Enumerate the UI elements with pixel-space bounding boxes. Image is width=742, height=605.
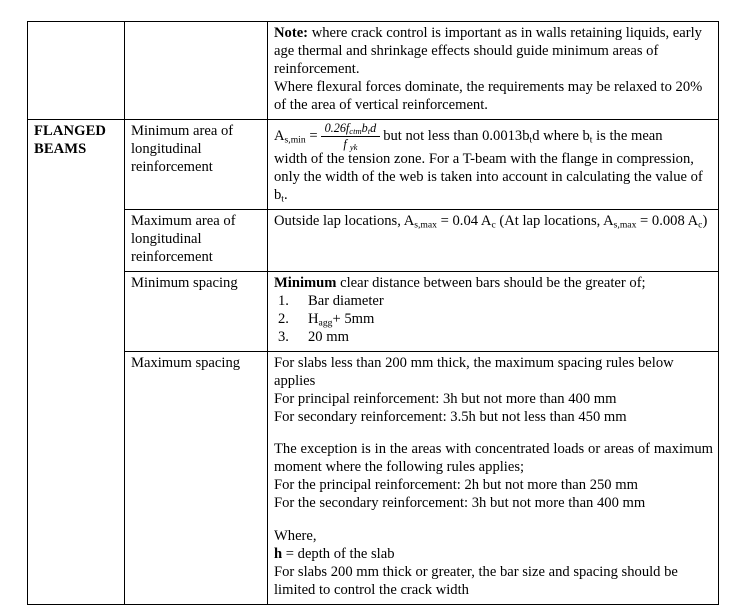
minimum-area-paragraph-text: width of the tension zone. For a T-beam with the flange in compression, only the width of the web is taken into account in calculating the value of b xyxy=(274,151,703,204)
max-spacing-where-label: Where, xyxy=(274,528,317,545)
max-spacing-paragraph-3: For secondary reinforcement: 3.5h but not less than 450 mm xyxy=(274,408,627,425)
note-paragraph-2: Where flexural forces dominate, the requirements may be relaxed to 20% of the area of vertical reinforcement. xyxy=(274,78,703,113)
table-row xyxy=(28,22,719,120)
maximum-area-paragraph xyxy=(274,213,713,231)
subhead-line-2: longitudinal xyxy=(131,140,202,157)
category-line-2: BEAMS xyxy=(34,140,87,157)
note-label: Note: xyxy=(274,25,309,41)
minimum-area-paragraph xyxy=(274,151,713,205)
max-spacing-where-definition xyxy=(274,546,713,564)
max-spacing-paragraph-6: For the secondary reinforcement: 3h but not more than 400 mm xyxy=(274,495,646,512)
minimum-spacing-intro xyxy=(274,275,713,293)
max-spacing-paragraph-2: For principal reinforcement: 3h but not more than 400 mm xyxy=(274,390,617,407)
table-row xyxy=(28,210,719,272)
subhead-line-3: reinforcement xyxy=(131,249,213,265)
formula-fraction xyxy=(321,122,381,151)
subhead-cell-maximum-spacing xyxy=(125,351,268,604)
note-cell xyxy=(268,22,719,120)
max-area-sub-4: c xyxy=(698,219,703,231)
minimum-spacing-content-cell xyxy=(268,271,719,351)
specification-table xyxy=(27,21,719,605)
category-cell-flanged-beams xyxy=(28,119,125,604)
subhead-line-1: Minimum spacing xyxy=(131,274,238,291)
subhead-cell-minimum-spacing xyxy=(125,271,268,351)
formula-lhs xyxy=(274,128,318,147)
minimum-spacing-intro-rest: clear distance between bars should be the greater of; xyxy=(336,274,646,291)
formula-lhs-base: A xyxy=(274,128,285,145)
max-area-sub-1: s,max xyxy=(414,219,437,231)
minimum-area-paragraph-tail: . xyxy=(283,187,288,204)
minimum-area-paragraph-sub: t xyxy=(281,193,284,205)
minimum-area-content-cell xyxy=(268,119,719,209)
max-area-seg-c: (At lap locations, A xyxy=(495,213,614,230)
list-item xyxy=(274,293,713,311)
note-text-1: where crack control is important as in walls retaining liquids, early age thermal and shrinkage effects should guide minimum areas of reinforcement. xyxy=(274,25,702,77)
fraction-denominator: f $_{yk}$ xyxy=(343,136,358,152)
paragraph-spacer xyxy=(274,513,713,528)
minimum-spacing-list xyxy=(274,293,713,347)
formula-after-tail-1: d where b xyxy=(532,128,590,145)
note-paragraph-1 xyxy=(274,25,713,79)
formula-paragraph xyxy=(274,120,713,152)
list-item xyxy=(274,329,713,347)
subhead-cell-maximum-area xyxy=(125,210,268,272)
list-item-number: 1. xyxy=(278,292,289,309)
subhead-line-3: reinforcement xyxy=(131,158,213,175)
list-item-number: 3. xyxy=(278,328,289,345)
minimum-spacing-intro-bold: Minimum xyxy=(274,274,337,291)
formula-after-sub-1: t xyxy=(529,135,533,147)
list-item-label-b: + 5mm xyxy=(332,310,375,327)
formula-after-main: but not less than 0.0013b xyxy=(383,128,530,145)
max-area-sub-2: c xyxy=(491,219,496,231)
maximum-area-content-cell xyxy=(268,210,719,272)
subhead-line-2: longitudinal xyxy=(131,231,202,248)
category-cell-empty xyxy=(28,22,125,120)
list-item xyxy=(274,311,713,329)
list-item-label: Bar diameter xyxy=(308,292,384,309)
subhead-line-1: Maximum spacing xyxy=(131,354,241,371)
formula-after-text xyxy=(383,128,663,147)
list-item-number: 2. xyxy=(278,310,289,327)
list-item-label: 20 mm xyxy=(308,328,349,345)
list-item-label-a: H xyxy=(308,310,319,327)
category-line-1: FLANGED xyxy=(34,122,107,139)
max-area-seg-a: Outside lap locations, A xyxy=(274,213,415,230)
list-item-subscript: agg xyxy=(318,317,333,329)
subhead-line-1: Maximum area of xyxy=(131,213,236,230)
max-area-seg-e: ) xyxy=(702,213,708,230)
max-spacing-paragraph-4: The exception is in the areas with concentrated loads or areas of maximum moment where the following rules applies; xyxy=(274,441,713,476)
formula-equals: = xyxy=(309,128,318,145)
max-spacing-paragraph-1: For slabs less than 200 mm thick, the maximum spacing rules below applies xyxy=(274,354,674,389)
fraction-numerator: $0.26f_{ctm}b_td$ xyxy=(321,122,381,137)
max-area-seg-b: = 0.04 A xyxy=(436,213,492,230)
formula-after-tail-2: is the mean xyxy=(592,128,663,145)
table-row xyxy=(28,351,719,604)
maximum-spacing-content-cell xyxy=(268,351,719,604)
table-row xyxy=(28,119,719,209)
max-spacing-paragraph-7: For slabs 200 mm thick or greater, the bar size and spacing should be limited to control the crack width xyxy=(274,564,678,598)
subhead-line-1: Minimum area of xyxy=(131,122,234,139)
max-area-sub-3: s,max xyxy=(613,219,637,231)
max-area-seg-d: = 0.008 A xyxy=(636,213,699,230)
where-symbol: h xyxy=(274,546,283,563)
table-row xyxy=(28,271,719,351)
paragraph-spacer xyxy=(274,426,713,441)
max-spacing-paragraph-5: For the principal reinforcement: 2h but not more than 250 mm xyxy=(274,477,638,494)
subhead-cell-minimum-area xyxy=(125,119,268,209)
formula-lhs-subscript: s,min xyxy=(284,135,306,147)
formula-after-sub-2: t xyxy=(589,135,593,147)
subhead-cell-empty xyxy=(125,22,268,120)
where-definition-text: = depth of the slab xyxy=(282,546,395,563)
